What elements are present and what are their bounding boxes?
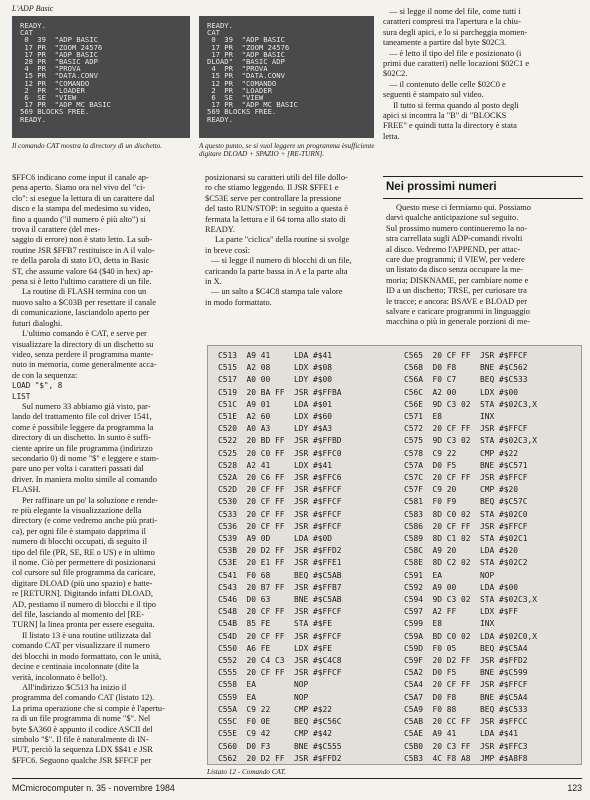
paragraph-line: driver. In maniera molto simile al comando	[12, 474, 157, 484]
listing-line: C565 20 CF FF JSR #$FFCF	[404, 351, 528, 360]
screen-2-caption	[199, 142, 377, 158]
paragraph-line: ST, che assume valore 64 ($40 in hex) ap-	[12, 266, 154, 276]
paragraph-line: numero di blocchi occupati, di seguito il	[12, 537, 148, 547]
listing-line: C560 D0 F3 BNE #$C555	[218, 741, 342, 751]
screen-line: 17 PR "ADP MC BASIC	[207, 100, 298, 110]
paragraph-line: saggio di errore) non è stato letto. La sub-	[12, 235, 153, 245]
listing-line: C56A F0 C7 BEQ #$C533	[404, 375, 528, 385]
listing-line: C59F 20 D2 FF JSR #$FFD2	[404, 656, 528, 666]
listing-line: C53B 20 D2 FF JSR #$FFD2	[218, 546, 342, 556]
listing-line: C5A7 D0 F8 BNE #$C5A4	[404, 692, 528, 702]
paragraph-line: salvare e caricare programmi in linguaggio	[386, 307, 530, 317]
paragraph-line: pare uno per volta i caratteri passati dal	[12, 464, 144, 474]
paragraph-line: La parte "ciclica" della routine si svolge	[215, 235, 350, 245]
paragraph-line: L'ultimo comando è CAT, e serve per	[22, 329, 147, 339]
directory-screen-2	[199, 16, 374, 138]
listing-line: C55E C9 42 CMP #$42	[218, 729, 333, 739]
listing-line: C541 F0 68 BEQ #$C5AB	[218, 570, 342, 580]
listing-line: C5A2 D0 F5 BNE #$C599	[404, 668, 528, 678]
paragraph-line: di comunicazione, lasciandolo aperto per	[12, 308, 150, 318]
listing-line: C558 EA NOP	[218, 680, 309, 690]
listing-line: C522 20 BD FF JSR #$FFBD	[218, 436, 342, 446]
paragraph-line: pena aperto. Siamo ora nel vivo del "ci-	[12, 183, 146, 193]
screen-line: 4 PR "PROVA	[20, 64, 81, 74]
paragraph-line: re più elegante la visualizzazione della	[12, 506, 142, 515]
paragraph-line: ID a un dischetto; TRSE, per curiosare tra	[386, 286, 527, 296]
paragraph-line: Il tutto si ferma quando al posto degli	[393, 100, 519, 110]
paragraph-line: in X.	[205, 277, 222, 287]
listing-line: C57A D0 F5 BNE #$C571	[404, 460, 528, 470]
listing-line: C5B0 20 C3 FF JSR #$FFC3	[404, 741, 528, 751]
listing-line: C58E 8D C2 02 STA #$02C2	[404, 558, 528, 568]
listing-line: C572 20 CF FF JSR #$FFCF	[404, 424, 528, 434]
listing-line: C536 20 CF FF JSR #$FFCF	[218, 521, 342, 531]
paragraph-line: nuto in memoria, come generalmente acca-	[12, 360, 157, 370]
paragraph-line: $FFC6 indicano come input il canale ap-	[12, 173, 149, 182]
paragraph-line: al disco. Vedremo l'APPEND, per attac-	[386, 244, 521, 254]
paragraph-line: visualizzare la directory di un dischetto su	[12, 339, 154, 349]
paragraph-line: re della parola di stato I/O, detta in Basic	[12, 256, 150, 266]
paragraph-line: primi due caratteri) nelle locazioni $02C1 e	[383, 59, 530, 69]
paragraph-line: stra carrellata sugli ADP-comandi rivolti	[386, 234, 523, 244]
listing-line: C539 A9 0D LDA #$0D	[218, 534, 333, 544]
body-column-1	[12, 173, 197, 766]
paragraph-line: directory (e come vedremo anche più prati-	[12, 516, 158, 526]
paragraph-line: dei blocchi in modo formattato, con le unità,	[12, 651, 162, 661]
screen-line: 6 SE "VIEW	[207, 93, 264, 103]
listing-line: C56C A2 00 LDX #$00	[404, 387, 519, 397]
paragraph-line: FLASH.	[12, 485, 41, 495]
listing-line: C59D F0 05 BEQ #$C5A4	[404, 643, 528, 653]
paragraph-line: moria; DISKNAME, per cambiare nome e	[386, 275, 529, 285]
listing-right-column	[404, 350, 537, 765]
paragraph-line: — si legge il nome del file, come tutti i	[389, 7, 521, 16]
paragraph-line: fino a quando ("il numero è più alto") si	[12, 214, 146, 224]
listing-line: C57F C9 20 CMP #$20	[404, 485, 519, 495]
paragraph-line: de con la sequenza:	[12, 370, 78, 380]
paragraph-line: Sul numero 33 abbiamo già visto, par-	[22, 401, 151, 411]
screen-line: 6 SE "VIEW	[20, 93, 77, 103]
listing-line: C543 20 B7 FF JSR #$FFB7	[218, 582, 342, 592]
listing-line: C533 20 CF FF JSR #$FFCF	[218, 509, 342, 519]
listing-line: C530 20 CF FF JSR #$FFCF	[218, 497, 342, 507]
listing-line: C555 20 CF FF JSR #$FFCF	[218, 668, 342, 678]
paragraph-line: La prima operazione che si compie è l'apertu-	[12, 703, 165, 713]
screen-line: 12 PR "COMANDO	[207, 78, 277, 88]
caption-line: A questo punto, se si vuol leggere un programma è	[199, 142, 345, 150]
paragraph-line: ro che stiamo leggendo. Il JSR $FFE1 e	[205, 183, 339, 193]
section-rule	[383, 176, 583, 177]
paragraph-line: READY.	[205, 225, 235, 235]
listing-line: C592 A9 00 LDA #$00	[404, 582, 519, 592]
screen-line: READY.	[207, 114, 233, 124]
paragraph-line: fermata la lettura e il 64 torna allo stato di	[205, 214, 346, 224]
screen-line: 17 PR "ADP MC BASIC	[20, 100, 111, 110]
listing-line: C55C F0 0E BEQ #$C56C	[218, 717, 342, 727]
paragraph-line: secondario 0) di nome "$" e leggere e stam-	[12, 453, 159, 463]
listing-line: C513 A9 41 LDA #$41	[218, 351, 333, 360]
paragraph-line: seguenti è stampato sul video.	[383, 90, 484, 100]
paragraph-line: Il listato 13 è una routine utilizzata dal	[22, 630, 152, 640]
screen-line: 17 PR "ADP BASIC	[20, 49, 98, 59]
screen-1-caption: Il comando CAT mostra la directory di un dischetto.	[12, 142, 163, 150]
paragraph-line: PUT, perciò la sequenza LDX $$41 e JSR	[12, 745, 153, 755]
listing-line: C57C 20 CF FF JSR #$FFCF	[404, 473, 528, 483]
listing-line: C5A9 F0 88 BEQ #$C533	[404, 704, 528, 714]
listing-line: C5AE A9 41 LDA #$41	[404, 729, 519, 739]
paragraph-line: letta.	[383, 131, 400, 141]
paragraph-line: come è possibile leggere da programma la	[12, 422, 154, 432]
paragraph-line: futuri dialoghi.	[12, 318, 63, 328]
listing-line: C51C A9 01 LDA #$01	[218, 399, 333, 409]
paragraph-line: video, senza perdere il programma mante-	[12, 349, 154, 359]
paragraph-line: care due programmi; il VIEW, per vedere	[386, 255, 525, 265]
section-body	[386, 203, 584, 328]
paragraph-line: caratteri compresi tra l'apertura e la chiu-	[383, 17, 521, 27]
screen-line: 17 PR "ZOOM 24576	[20, 42, 103, 52]
paragraph-line: Sul prossimo numero continueremo la no-	[386, 223, 528, 233]
paragraph-line: pena si è letto l'ultimo carattere di un file.	[12, 277, 152, 287]
listing-line: C599 E8 INX	[404, 619, 495, 629]
paragraph-line: disco e la stampa del medesimo su video,	[12, 204, 151, 214]
paragraph-line: $02C2.	[383, 69, 408, 79]
paragraph-line: La routine di FLASH termina con un	[22, 287, 147, 297]
paragraph-line: ra di un file programma di nome "$". Nel	[12, 714, 151, 724]
paragraph-line: ca), per ogni file è stampato dapprima il	[12, 526, 146, 536]
paragraph-line: Questo mese ci fermiamo qui. Possiamo	[396, 203, 531, 212]
screen-line: 0 39 "ADP BASIC	[207, 35, 285, 45]
paragraph-line: All'indirizzo $C513 ha inizio il	[22, 682, 127, 692]
screen-line: 17 PR "ADP BASIC	[207, 49, 285, 59]
listing-line: C5B3 4C F8 A8 JMP #$A8F8	[404, 753, 528, 763]
listing-line: C51E A2 60 LDX #$60	[218, 412, 333, 422]
paragraph-line: byte $A360 è appunto il codice ASCII del	[12, 724, 153, 734]
section-rule-bottom	[383, 198, 583, 199]
paragraph-line: — un salto a $C4C8 stampa tale valore	[211, 287, 343, 297]
directory-screen-1	[12, 16, 190, 138]
screen-line: 569 BLOCKS FREE.	[207, 107, 277, 117]
page-number: 123	[567, 783, 582, 793]
listing-line: C519 20 BA FF JSR #$FFBA	[218, 387, 342, 397]
paragraph-line: Per raffinare un po' la soluzione e rende-	[22, 495, 158, 505]
paragraph-line: sura degli apici, e lo si parcheggia momen-	[383, 27, 528, 37]
listing-line: C53E 20 E1 FF JSR #$FFE1	[218, 558, 342, 568]
paragraph-line: caricando la parte bassa in A e la parte alta	[205, 266, 348, 276]
paragraph-line: $FFC6. Seguono qualche JSR $FFCF per	[12, 755, 152, 765]
listing-line: C589 8D C1 02 STA #$02C1	[404, 534, 528, 544]
screen-line: 17 PR "ZOOM 24576	[207, 42, 290, 52]
listing-line: C5A4 20 CF FF JSR #$FFCF	[404, 680, 528, 690]
paragraph-line: in modo formattato.	[205, 297, 272, 307]
listing-line: C517 A0 00 LDY #$00	[218, 375, 333, 385]
paragraph-line: posizionarsi su caratteri utili del file dollo-	[205, 173, 348, 182]
screen-line: CAT	[20, 28, 33, 38]
listing-left-column	[218, 350, 342, 765]
paragraph-line: lando del trattamento file col driver 1541,	[12, 412, 152, 422]
listing-line: C568 D0 F8 BNE #$C562	[404, 363, 528, 373]
listing-line: C548 20 CF FF JSR #$FFCF	[218, 607, 342, 617]
paragraph-line: comando CAT per visualizzare il numero	[12, 641, 150, 651]
listing-line: C59A BD C0 02 LDA #$02C0,X	[404, 631, 538, 641]
paragraph-line: — il contenuto delle celle $02C0 e	[389, 79, 506, 89]
paragraph-line: trova il carattere (del mes-	[12, 225, 101, 235]
screen-line: 28 PR "BASIC ADP	[20, 57, 98, 67]
listing-line: C550 A6 FE LDX #$FE	[218, 643, 333, 653]
caption-line: sufficiente digitare DLOAD + SPAZIO + [RE-	[199, 142, 375, 158]
screen-line: 4 PR "PROVA	[207, 64, 268, 74]
section-title: Nei prossimi numeri	[386, 181, 497, 193]
listing-line: C520 A0 A3 LDY #$A3	[218, 424, 333, 434]
paragraph-line: in breve così:	[205, 245, 251, 255]
paragraph-line: verità, incolonnato è bello!).	[12, 672, 108, 682]
screen-line: 2 PR "LOADER	[20, 85, 85, 95]
paragraph-line: routine JSR $FFB7 restituisce in A il valo-	[12, 245, 155, 255]
body-column-2	[205, 173, 380, 308]
screen-line: 15 PR "DATA.CONV	[207, 71, 285, 81]
screen-line: READY.	[207, 21, 233, 30]
paragraph-line: le tracce; e ancora: BSAVE e BLOAD per	[386, 296, 528, 306]
paragraph-line: LOAD "$", 8	[12, 381, 63, 391]
screen-line: READY.	[20, 21, 46, 30]
paragraph-line: macchina o più in generale porzioni di me-	[386, 317, 530, 327]
screen-line: 15 PR "DATA.CONV	[20, 71, 98, 81]
paragraph-line: $C53E serve per controllare la pressione	[205, 193, 342, 203]
screen-line: CAT	[207, 28, 220, 38]
listing-line: C578 C9 22 CMP #$22	[404, 448, 519, 458]
screen-line: READY.	[20, 114, 46, 124]
listing-line: C546 D0 63 BNE #$C5AB	[218, 595, 342, 605]
paragraph-line: AD, pestiamo il numero di blocchi e il tipo	[12, 599, 156, 609]
listing-line: C571 E8 INX	[404, 412, 495, 422]
listing-12	[207, 345, 582, 765]
running-header: L'ADP Basic	[12, 4, 54, 13]
paragraph-line: ciente aprire un file programma (indirizzo	[12, 443, 153, 453]
paragraph-line: un listato da disco senza occupare la me-	[386, 265, 523, 275]
paragraph-line: del tasto RUN/STOP: in seguito a questa è	[205, 204, 348, 214]
listing-line: C583 8D C0 02 STA #$02C0	[404, 509, 528, 519]
footer-rule	[12, 778, 582, 779]
paragraph-line: decine e centinaia incolonnate (dite la	[12, 662, 139, 672]
listing-line: C5AB 20 CC FF JSR #$FFCC	[404, 717, 528, 727]
listing-line: C55A C9 22 CMP #$22	[218, 704, 333, 714]
listing-line: C52D 20 CF FF JSR #$FFCF	[218, 485, 342, 495]
paragraph-line: re [RETURN]. Digitando infatti DLOAD,	[12, 589, 153, 599]
listing-line: C52A 20 C6 FF JSR #$FFC6	[218, 473, 342, 483]
listing-line: C594 9D C3 02 STA #$02C3,X	[404, 595, 538, 605]
paragraph-line: tipo del file (PR, SE, RE o US) e in ultimo	[12, 547, 155, 557]
paragraph-line: del file, lasciando al momento del [RE-	[12, 610, 144, 620]
paragraph-line: LIST	[12, 391, 31, 401]
paragraph-line: col cursore sul file programma da caricare,	[12, 568, 156, 578]
right-top-column	[383, 7, 583, 142]
screen-line: 12 PR "COMANDO	[20, 78, 90, 88]
listing-line: C591 EA NOP	[404, 570, 495, 580]
listing-line: C559 EA NOP	[218, 692, 309, 702]
screen-line: 2 PR "LOADER	[207, 85, 272, 95]
paragraph-line: simbolo "$". Il file è naturalmente di IN-	[12, 734, 149, 744]
listing-line: C597 A2 FF LDX #$FF	[404, 607, 519, 617]
paragraph-line: clo": si esegue la lettura di un carattere dal	[12, 193, 155, 203]
listing-line: C56E 9D C3 02 STA #$02C3,X	[404, 399, 538, 409]
listing-line: C54B 85 FE STA #$FE	[218, 619, 333, 629]
paragraph-line: darvi qualche anticipazione sul seguito.	[386, 213, 519, 223]
footer-publication: MCmicrocomputer n. 35 - novembre 1984	[12, 783, 175, 793]
screen-line: DLOAD" "BASIC ADP	[207, 57, 285, 67]
screen-line: 569 BLOCKS FREE.	[20, 107, 90, 117]
listing-line: C58C A9 20 LDA #$20	[404, 546, 519, 556]
paragraph-line: directory di un dischetto. In sunto è suffi-	[12, 433, 151, 443]
screen-line: 0 39 "ADP BASIC	[20, 35, 98, 45]
paragraph-line: nuovo salto a $C03B per resettare il canale	[12, 297, 156, 307]
listing-line: C525 20 C0 FF JSR #$FFC0	[218, 448, 342, 458]
paragraph-line: FREE" e quindi tutta la directory è stata	[383, 121, 517, 131]
paragraph-line: apici si incontra la "B" di "BLOCKS	[383, 111, 507, 121]
listing-line: C586 20 CF FF JSR #$FFCF	[404, 521, 528, 531]
caption-line: TURN].	[301, 150, 325, 158]
listing-line: C575 9D C3 02 STA #$02C3,X	[404, 436, 538, 446]
listing-line: C581 F0 F9 BEQ #$C57C	[404, 497, 528, 507]
listing-line: C528 A2 41 LDX #$41	[218, 460, 333, 470]
paragraph-line: — è letto il tipo del file e posizionato (i	[389, 48, 522, 58]
paragraph-line: taneamente a partire dal byte $02C3.	[383, 38, 507, 48]
listing-line: C562 20 D2 FF JSR #$FFD2	[218, 753, 342, 763]
listing-line: C552 20 C4 C3 JSR #$C4C8	[218, 656, 342, 666]
paragraph-line: il nome. Ciò per permettere di posizionarsi	[12, 558, 156, 568]
paragraph-line: TURN] la linea pronta per essere eseguita.	[12, 620, 155, 630]
paragraph-line: — si legge il numero di blocchi di un file,	[211, 256, 352, 266]
listing-caption: Listato 12 - Comando CAT.	[207, 768, 286, 776]
paragraph-line: programma del comando CAT (listato 12).	[12, 693, 155, 703]
listing-line: C54D 20 CF FF JSR #$FFCF	[218, 631, 342, 641]
listing-line: C515 A2 08 LDX #$08	[218, 363, 333, 373]
paragraph-line: digitare DLOAD (più uno spazio) e batte-	[12, 578, 153, 588]
